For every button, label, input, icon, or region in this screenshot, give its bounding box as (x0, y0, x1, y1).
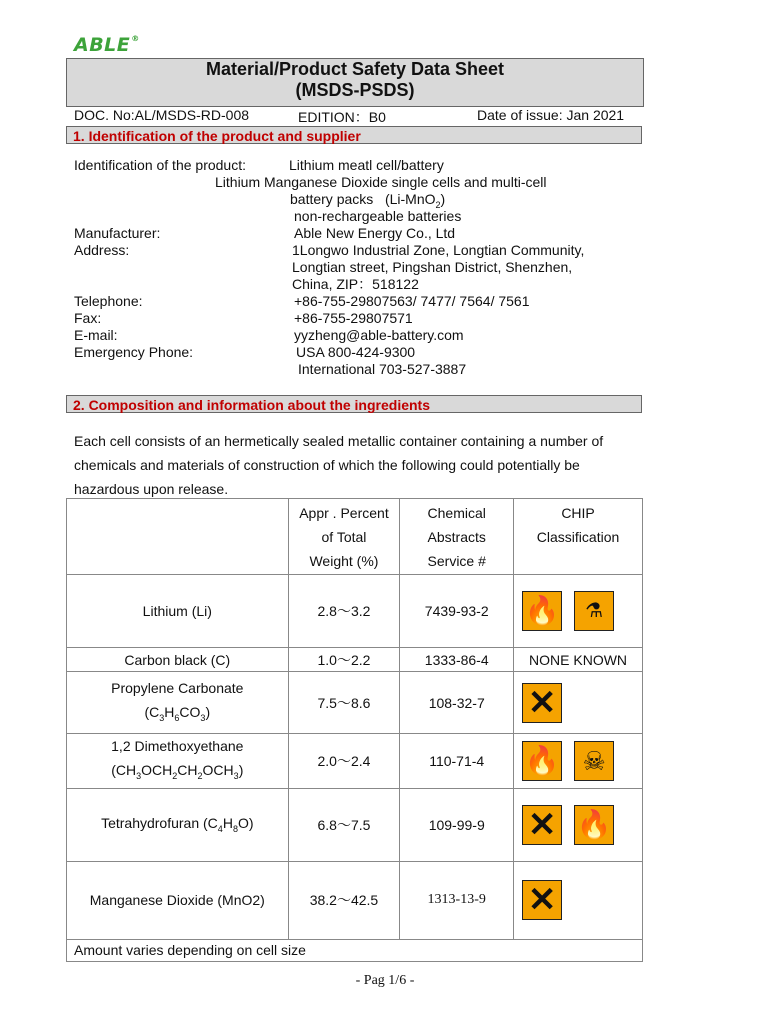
table-row (67, 672, 643, 734)
row-chip (514, 575, 643, 648)
flame-icon: 🔥 (522, 741, 562, 781)
row-percent: 2.0～2.4 (288, 734, 400, 789)
row-cas: 1333-86-4 (400, 648, 514, 672)
row-cas: 108-32-7 (400, 672, 514, 734)
row-percent: 38.2～42.5 (288, 861, 400, 939)
row-percent: 7.5～8.6 (288, 672, 400, 734)
table-footnote-row (67, 939, 643, 961)
section-2-header: 2. Composition and information about the ingredients (66, 395, 642, 413)
row-name: Lithium (Li) (67, 575, 289, 648)
row-name: Manganese Dioxide (MnO2) (67, 861, 289, 939)
corrosive-icon: ⚗ (574, 591, 614, 631)
telephone-value: +86-755-29807563/ 7477/ 7564/ 7561 (294, 293, 530, 309)
table-footnote: Amount varies depending on cell size (67, 939, 643, 961)
row-name: Tetrahydrofuran $(C_4H_8O)$ (67, 788, 289, 861)
header-empty (67, 499, 289, 575)
fax-label: Fax: (74, 310, 102, 326)
row-percent: 6.8～7.5 (288, 788, 400, 861)
product-line-2: Lithium Manganese Dioxide single cells and multi-cell (215, 174, 547, 190)
harmful-x-icon: ✕ (522, 683, 562, 723)
row-name: Carbon black (C) (67, 648, 289, 672)
row-name: Propylene Carbonate $(C_3H_6CO_3)$ (67, 672, 289, 734)
address-line-3: China, ZIP：518122 (292, 276, 419, 292)
table-row (67, 734, 643, 789)
row-cas: 7439-93-2 (400, 575, 514, 648)
page-footer: - Pag 1/6 - (355, 973, 415, 988)
table-row (67, 788, 643, 861)
table-header-row (67, 499, 643, 575)
row-chip (514, 861, 643, 939)
section-1-header: 1. Identification of the product and supplier (66, 126, 642, 144)
product-line-1: Lithium meatl cell/battery (289, 157, 444, 173)
manufacturer-label: Manufacturer: (74, 225, 161, 241)
doc-number: DOC. No:AL/MSDS-RD-008 (74, 107, 250, 123)
address-line-2: Longtian street, Pingshan District, Shenzhen, (292, 259, 573, 275)
telephone-label: Telephone: (74, 293, 143, 309)
flame-icon: 🔥 (574, 805, 614, 845)
table-row (67, 648, 643, 672)
email-label: E-mail: (74, 327, 118, 343)
header-cas: Chemical Abstracts Service # (400, 499, 514, 575)
row-chip (514, 672, 643, 734)
edition: EDITION：B0 (298, 109, 386, 125)
date-of-issue: Date of issue: Jan 2021 (477, 107, 625, 123)
row-percent: 1.0～2.2 (288, 648, 400, 672)
fax-value: +86-755-29807571 (294, 310, 413, 326)
header-chip: CHIP Classification (514, 499, 643, 575)
harmful-x-icon: ✕ (522, 880, 562, 920)
row-percent: 2.8～3.2 (288, 575, 400, 648)
emergency-usa: USA 800-424-9300 (296, 344, 416, 360)
row-cas: 1313-13-9 (400, 861, 514, 939)
email-value[interactable]: yyzheng@able-battery.com (294, 327, 464, 343)
registered-mark: ® (131, 34, 140, 43)
intro-paragraph: Each cell consists of an hermetically sealed metallic container containing a number of chemicals and materials of construction of which the following could potentially be hazardous upon release. (74, 433, 604, 497)
harmful-x-icon: ✕ (522, 805, 562, 845)
logo-text: ABLE (74, 34, 131, 56)
header-percent: Appr . Percent of Total Weight (%) (288, 499, 400, 575)
composition-table (66, 498, 643, 962)
product-label: Identification of the product: (74, 157, 246, 173)
row-chip (514, 734, 643, 789)
logo (74, 34, 140, 56)
manufacturer-value: Able New Energy Co., Ltd (294, 225, 456, 241)
title-box (66, 58, 644, 107)
flame-icon: 🔥 (522, 591, 562, 631)
address-label: Address: (74, 242, 130, 258)
emergency-international: International 703-527-3887 (298, 361, 467, 377)
table-row (67, 861, 643, 939)
row-name: 1,2 Dimethoxyethane $(CH_3OCH_2CH_2OCH_3)$ (67, 734, 289, 789)
row-cas: 109-99-9 (400, 788, 514, 861)
address-line-1: 1Longwo Industrial Zone, Longtian Community, (292, 242, 585, 258)
page-subtitle: (MSDS-PSDS) (295, 80, 415, 100)
page-title: Material/Product Safety Data Sheet (205, 59, 505, 79)
row-chip (514, 788, 643, 861)
skull-icon: ☠ (574, 741, 614, 781)
emergency-label: Emergency Phone: (74, 344, 194, 360)
product-line-4: non-rechargeable batteries (294, 208, 462, 224)
table-row (67, 575, 643, 648)
row-chip: NONE KNOWN (514, 648, 643, 672)
row-cas: 110-71-4 (400, 734, 514, 789)
product-line-3: battery packs (Li-MnO$_2$) (290, 191, 446, 210)
